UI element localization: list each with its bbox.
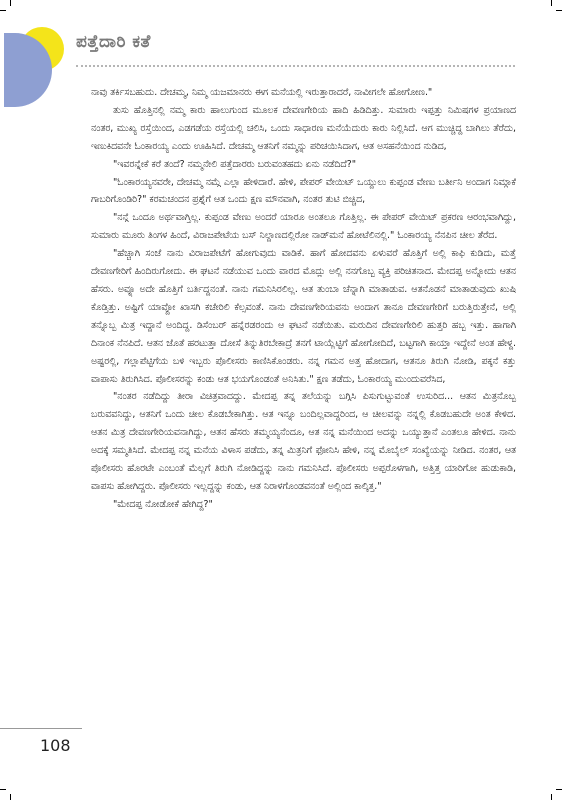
- crop-mark: [551, 794, 552, 800]
- crop-mark: [551, 0, 552, 6]
- paragraph: ನಾವು ತರ್ಕಿಸಬಹುದು. ದೇಚಮ್ಮ, ನಿಮ್ಮ ಯಜಮಾನರು ಈಗ ಮನೆಯಲ್ಲಿ ಇರುತ್ತಾರಾದರೆ, ನಾವೀಗಲೇ ಹೋಗೋಣ.": [91, 87, 433, 98]
- crop-mark: [556, 789, 562, 790]
- paragraph: "ನನ್ಗೆ ಒಂದೂ ಅರ್ಥವಾಗ್ತಿಲ್ಲ. ಕುಪ್ಪಂಡ ವೇಣು ಅಂದರೆ ಯಾರೂ ಅಂತಲೂ ಗೊತ್ತಿಲ್ಲ. ಈ ಪೇಪರ್ ವೇಯಿಟ್ ಪ್ರಕರಣ ಆರಂಭವಾಗಿದ್ದು, ಸುಮಾರು ಮೂರು ತಿಂಗಳ ಹಿಂದೆ, ವಿರಾಜಪೇಟೆಯ ಬಸ್ ನಿಲ್ದಾಣದಲ್ಲಿರೋ ನಾಡ್‌ಮನೆ ಹೋಟೆಲಿನಲ್ಲಿ." ಓಂಕಾರಯ್ಯ ನೆನಪಿನ ಚೀಲ ತೆರೆದ.: [91, 212, 516, 242]
- body-text: [91, 84, 516, 514]
- footer-rule: [0, 728, 82, 729]
- crop-mark: [0, 789, 6, 790]
- paragraph: "ಓಂಕಾರಯ್ಯನವರೇ, ದೇಚಮ್ಮ ನಮ್ಗೆ ಎಲ್ಲಾ ಹೇಳಿದಾರೆ. ಹೇಳಿ, ಪೇಪರ್ ವೇಯಿಟ್ ಒಯ್ದುಲು ಕುಪ್ಪಂಡ ವೇಣು ಬರ್ತೀನಿ ಅಂದಾಗ ನಿಮ್ಗಾಕೆ ಗಾಬರಿಗೊಂಡಿರಿ?" ಕರಮಚಂದನ ಪ್ರಶ್ನೆಗೆ ಆತ ಒಂದು ಕ್ಷಣ ಮೌನವಾಗಿ, ನಂತರ ತುಟಿ ಬಿಚ್ಚಿದ,: [91, 176, 516, 206]
- crop-mark: [10, 794, 11, 800]
- running-header-title: ಪತ್ತೆದಾರಿ ಕತೆ: [76, 32, 151, 52]
- paragraph: "ಇವರನ್ನೇಕೆ ಕರೆ ತಂದೆ? ನಮ್ಮನೇಲಿ ಪತ್ತೆದಾರರು ಬರುವಂತಹದು ಏನು ನಡೆದಿದೆ?": [113, 158, 357, 170]
- page-number: 108: [40, 736, 71, 755]
- crop-mark: [556, 10, 562, 11]
- crop-mark: [10, 0, 11, 6]
- paragraph: ತುಸು ಹೊತ್ತಿನಲ್ಲಿ ನಮ್ಮ ಕಾರು ಹಾಲುಗುಂದ ಮೂಲಕ ದೇವಣಗೇರಿಯ ಹಾದಿ ಹಿಡಿದಿತ್ತು. ಸುಮಾರು ಇಪ್ಪತ್ತು ನಿಮಿಷಗಳ ಪ್ರಯಾಣದ ನಂತರ, ಮುಖ್ಯ ರಸ್ತೆಯಿಂದ, ಎಡಗಡೆಯ ರಸ್ತೆಯಲ್ಲಿ ಚಲಿಸಿ, ಒಂದು ಸಾಧಾರಣ ಮನೆಯೆದುರು ಕಾರು ನಿಲ್ಲಿಸಿದೆ. ಆಗ ಮುಚ್ಚಿದ್ದ ಬಾಗಿಲು ತೆರೆದು, ಇಣುಕಿದವನೇ ಓಂಕಾರಯ್ಯ ಎಂದು ಊಹಿಸಿದೆ. ದೇಚಮ್ಮ ಆತನಿಗೆ ನಮ್ಮನ್ನು ಪರಿಚಯಿಸಿದಾಗ, ಆತ ಅಸಹನೆಯಿಂದ ನುಡಿದ,: [91, 104, 516, 152]
- paragraph: "ಮೇದಪ್ಪ ನೋಡೋಕೆ ಹೇಗಿದ್ದ?": [113, 498, 213, 510]
- header-dotted-rule: [76, 65, 515, 67]
- paragraph: "ಹೆಚ್ಚಾಗಿ ಸಂಜೆ ನಾನು ವಿರಾಜಪೇಟೆಗೆ ಹೋಗುವುದು ವಾಡಿಕೆ. ಹಾಗೆ ಹೋದವನು ಏಳುವರೆ ಹೊತ್ತಿಗೆ ಅಲ್ಲಿ ಕಾಫಿ ಕುಡಿದು, ಮತ್ತೆ ದೇವಣಗೇರಿಗೆ ಹಿಂದಿರುಗೋದು. ಈ ಘಟನೆ ನಡೆಯುವ ಒಂದು ವಾರದ ಮೊದ್ಲು ಅಲ್ಲಿ ನನಗೊಬ್ಬ ವ್ಯಕ್ತಿ ಪರಿಚಿತನಾದ. ಮೇದಪ್ಪ ಅನ್ನೋದು ಆತನ ಹೆಸರು. ಅವ್ನೂ ಅದೇ ಹೊತ್ತಿಗೆ ಬರ್ತಿದ್ದನಂತೆ. ನಾನು ಗಮನಿಸಿರಲಿಲ್ಲ. ಆತ ತುಂಬಾ ಚೆನ್ನಾಗಿ ಮಾತಾಡುವ. ಆತನೊಡನೆ ಮಾತಾಡುವುದು ಖುಷಿ ಕೊಡ್ತಿತ್ತು. ಅಷ್ಟಿಗೆ ಯಾವ್ದೋ ಖಾಸಗಿ ಕಚೇರಿಲಿ ಕೆಲ್ಸವಂತೆ. ನಾನು ದೇವಣಗೇರಿಯವನು ಅಂದಾಗ ತಾನೂ ದೇವಣಗೇರಿಗೆ ಬರುತ್ತಿರುತ್ತೇನೆ, ಅಲ್ಲಿ ತನ್ನೊಬ್ಬ ಮಿತ್ರ ಇದ್ದಾನೆ ಅಂದಿದ್ದ. ಡಿಸೆಂಬರ್ ಹನ್ನೆರಡರಂದು ಆ ಘಟನೆ ನಡೆಯಿತು. ಮರುದಿನ ದೇವಣಗೇರಿಲಿ ಹುತ್ತರಿ ಹಬ್ಬ ಇತ್ತು. ಹಾಗಾಗಿ ದಿನಾಂಕ ನೆನಪಿದೆ. ಆತನ ಜೊತೆ ಹರಟುತ್ತಾ ದೋಸೆ ತಿನ್ನುತಿರಬೇಕಾದ್ರೆ ತನಗೆ ಟಾಯ್ಲೆಟ್ಟಿಗೆ ಹೋಗೋದಿದೆ, ಬಟ್ಟಗಾಗಿ ಕಾಯ್ತಾ ಇದ್ದೇನೆ ಅಂತ ಹೇಳ್ದ. ಅಷ್ಟರಲ್ಲಿ, ಗಲ್ಲಾಪೆಟ್ಟಿಗೆಯ ಬಳಿ ಇಬ್ಬರು ಪೊಲೀಸರು ಕಾಣಿಸಿಕೊಂಡರು. ನನ್ನ ಗಮನ ಅತ್ತ ಹೋದಾಗ, ಆತನೂ ತಿರುಗಿ ನೋಡಿ, ಪಕ್ಕನೆ ಕತ್ತು ವಾಪಾಸು ತಿರುಗಿಸಿದ. ಪೊಲೀಸರನ್ನು ಕಂಡು ಆತ ಭಯಗೊಂಡಂತೆ ಅನಿಸಿತು." ಕ್ಷಣ ತಡೆದು, ಓಂಕಾರಯ್ಯ ಮುಂದುವರೆಸಿದ,: [91, 248, 516, 385]
- paragraph: "ನಂತರ ನಡೆದಿದ್ದು ತೀರಾ ವಿಚಿತ್ರವಾದದ್ದು. ಮೇದಪ್ಪ ತನ್ನ ತಲೆಯನ್ನು ಬಗ್ಗಿಸಿ ಪಿಸುಗುಟ್ಟುವಂತೆ ಉಸುರಿದ... ಆತನ ಮಿತ್ರನೊಬ್ಬ ಬರುವವನಿದ್ದು, ಆತನಿಗೆ ಒಂದು ಚೀಲ ಕೊಡಬೇಕಾಗಿತ್ತು. ಆತ ಇನ್ನೂ ಬಂದಿಲ್ಲವಾದ್ದರಿಂದ, ಆ ಚೀಲವನ್ನು ನನ್ನಲ್ಲಿ ಕೊಡಬಹುದೇ ಅಂತ ಕೇಳಿದ. ಆತನ ಮಿತ್ರ ದೇವಣಗೇರಿಯವನಾಗಿದ್ದು, ಆತನ ಹೆಸರು ತಮ್ಮಯ್ಯನೆಂದೂ, ಆತ ನನ್ನ ಮನೆಯಿಂದ ಅದನ್ನು ಒಯ್ಯುತ್ತಾನೆ ಎಂತಲೂ ಹೇಳಿದ. ನಾನು ಅದಕ್ಕೆ ಸಮ್ಮತಿಸಿದೆ. ಮೇದಪ್ಪ ನನ್ನ ಮನೆಯ ವಿಳಾಸ ಪಡೆದು, ತನ್ನ ಮಿತ್ರನಿಗೆ ಫೋನಿಸಿ ಹೇಳಿ, ನನ್ನ ಮೊಬೈಲ್ ಸಂಖ್ಯೆಯನ್ನು ನೀಡಿದ. ನಂತರ, ಆತ ಪೊಲೀಸರು ಹೊರಟೇ ಎಂಬಂತೆ ಮೆಲ್ಲಗೆ ತಿರುಗಿ ನೋಡಿದ್ದನ್ನು ನಾನು ಗಮನಿಸಿದೆ. ಪೊಲೀಸರು ಅಪ್ಪರೊಳಗಾಗಿ, ಅತ್ತಿತ್ತ ಯಾರಿಗೋ ಹುಡುಕಾಡಿ, ವಾಪಸು ಹೋಗಿದ್ದರು. ಪೊಲೀಸರು ಇಲ್ಲದ್ದನ್ನು ಕಂಡು, ಆತ ನಿರಾಳಗೊಂಡವನಂತೆ ಅಲ್ಲಿಂದ ಕಾಲ್ಕಿತ್ತ.": [91, 391, 516, 492]
- crop-mark: [0, 10, 6, 11]
